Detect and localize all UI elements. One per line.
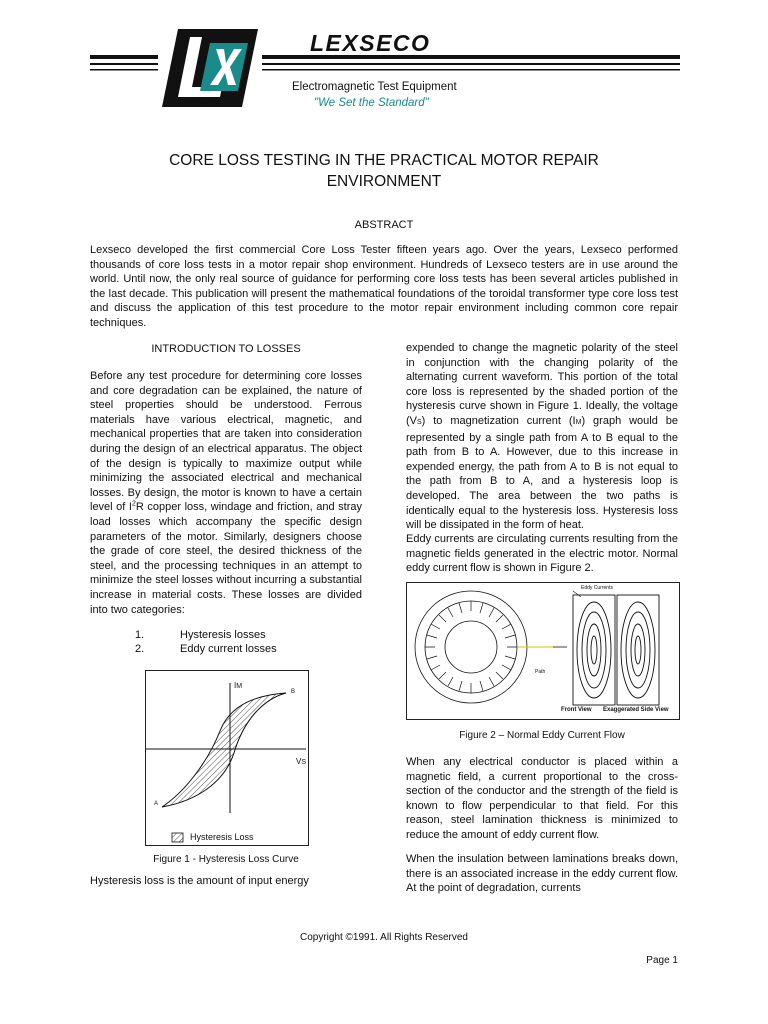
figure-2-caption: Figure 2 – Normal Eddy Current Flow — [459, 730, 625, 741]
intro-text-b: R copper loss, windage and friction, and stray load losses which accompany the specific design parameters of the motor. Similarly, designers choose the grade of core steel, the desired thickness of the steel, and the processing techniques in an attempt to minimize the steel losses without incurring a substantial increase in material costs. These losses are divided into two categories: — [90, 501, 363, 616]
label-side-view: Exaggerated Side View — [603, 707, 669, 713]
y-axis-label: IM — [234, 681, 243, 690]
list-text: Eddy current losses — [180, 643, 277, 655]
company-slogan: "We Set the Standard" — [314, 97, 429, 109]
page-title — [100, 150, 668, 192]
label-front-view: Front View — [561, 707, 592, 713]
label-eddy-currents: Eddy Currents — [581, 585, 613, 591]
insulation-paragraph: When the insulation between laminations breaks down, there is an associated increase in the eddy current flow. At the point of degradation, currents — [406, 853, 678, 895]
title-line-1: CORE LOSS TESTING IN THE PRACTICAL MOTOR REPAIR — [169, 152, 599, 169]
lamination-views — [573, 591, 659, 705]
x-axis-label: VS — [296, 757, 307, 766]
figure-1-hysteresis-chart — [145, 670, 309, 846]
abstract-heading: ABSTRACT — [354, 219, 414, 231]
copyright-notice: Copyright ©1991. All Rights Reserved — [299, 932, 468, 943]
stator-front-view — [415, 591, 527, 703]
conductor-paragraph: When any electrical conductor is placed within a magnetic field, a current proportional to the cross-section of the conductor and the strength of the field is known to flow perpendicular to that field. For this reason, steel lamination thickness is minimized to reduce the amount of eddy current flow. — [406, 756, 678, 841]
label-path: Path — [535, 669, 546, 675]
intro-text-a: Before any test procedure for determining core losses and core degradation can be explained, the nature of steel properties should be understood. Ferrous materials have various electrical, magnetic, and mechanical properties that are taken into consideration during the design of an electrical apparatus. The object of the design is typically to maximize output while minimizing the associated electrical and mechanical losses. By design, the motor is known to have a certain level of I — [90, 370, 362, 514]
figure-1-caption: Figure 1 - Hysteresis Loss Curve — [153, 854, 299, 865]
intro-paragraph — [90, 369, 362, 617]
company-name: LEXSECO — [310, 30, 431, 56]
intro-superscript: 2 — [131, 500, 136, 508]
abstract-text: Lexseco developed the first commercial Core Loss Tester fifteen years ago. Over the years, Lexseco performed thousands of core loss tests in a motor repair shop environment. Hundreds of Lexseco testers are in use around the world. Until now, the only real source of guidance for performing core loss tests has been several articles published in the last decade. This publication will present the mathematical foundations of the toroidal transformer type core loss test and discuss the application of this test procedure to the motor repair environment including common core repair techniques. — [90, 244, 678, 329]
figure-2-eddy-current-diagram — [406, 582, 680, 720]
list-number: 1. — [135, 629, 145, 641]
list-number: 2. — [135, 643, 145, 655]
intro-heading: INTRODUCTION TO LOSSES — [151, 343, 301, 355]
page-number: Page 1 — [646, 955, 678, 966]
hysteresis-loop — [162, 693, 286, 807]
point-b-label: B — [291, 689, 296, 695]
list-item — [135, 643, 335, 657]
hysteresis-paragraph-start: Hysteresis loss is the amount of input energy — [90, 875, 309, 887]
lexseco-logo — [158, 27, 262, 109]
point-a-label: A — [154, 801, 159, 807]
title-line-2: ENVIRONMENT — [326, 173, 442, 190]
eddy-current-paragraph: Eddy currents are circulating currents resulting from the magnetic fields generated in the electric motor. Normal eddy current flow is shown in Figure 2. — [406, 533, 678, 575]
list-text: Hysteresis losses — [180, 629, 266, 641]
list-item — [135, 629, 335, 643]
legend-label: Hysteresis Loss — [190, 832, 254, 842]
company-subtitle: Electromagnetic Test Equipment — [292, 81, 457, 93]
hysteresis-paragraph-cont: expended to change the magnetic polarity of the steel in conjunction with the changing polarity of the alternating current waveform. This portion of the total core loss is represented by the shaded portion of the hysteresis curve shown in Figure 1. Ideally, the voltage (VS) to magnetization current (IM) graph would be represented by a single path from A to B equal to the path from B to A. However, due to this increase in expended energy, the path from A to B is not equal to the path from B to A, and a hysteresis loop is developed. The area between the two paths is identically equal to the hysteresis loss. Hysteresis loss will be dissipated in the form of heat. — [406, 342, 678, 532]
